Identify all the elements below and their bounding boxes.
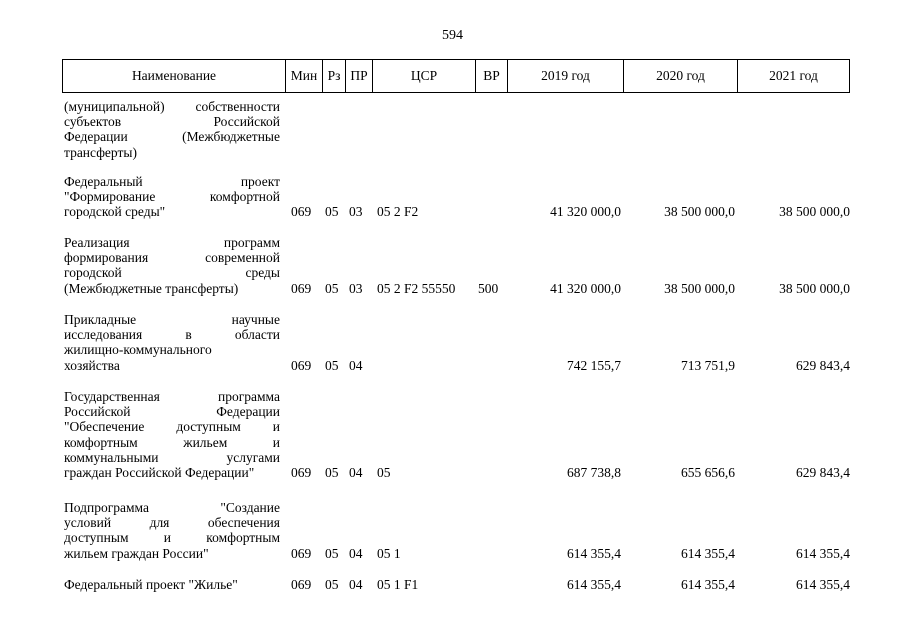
row-name-line: исследования в области xyxy=(64,327,280,343)
cell-2021: 629 843,4 xyxy=(796,357,850,373)
row-name-line: жилищно-коммунального xyxy=(64,342,212,358)
cell-2021: 38 500 000,0 xyxy=(779,204,850,220)
cell-2020: 38 500 000,0 xyxy=(664,280,735,296)
row-name-line: Подпрограмма "Создание xyxy=(64,500,280,515)
cell-csr: 05 1 xyxy=(377,545,401,561)
cell-min: 069 xyxy=(291,577,312,592)
cell-rz: 05 xyxy=(325,357,339,373)
cell-rz: 05 xyxy=(325,545,339,561)
row-name-line: Российской Федерации xyxy=(64,404,280,420)
row-name-line: "Формирование комфортной xyxy=(64,189,280,205)
cell-2020: 614 355,4 xyxy=(681,545,735,561)
row-name xyxy=(64,174,280,220)
header-pr: ПР xyxy=(346,60,373,92)
row-name-line: "Обеспечение доступным и xyxy=(64,419,280,435)
row-name-line: формирования современной xyxy=(64,250,280,266)
cell-min: 069 xyxy=(291,545,312,561)
row-name xyxy=(64,99,280,160)
header-min: Мин xyxy=(286,60,323,92)
row-name-line: трансферты) xyxy=(64,144,137,160)
row-name-line: (Межбюджетные трансферты) xyxy=(64,280,239,296)
row-name-line: городской среды xyxy=(64,265,280,281)
cell-pr: 03 xyxy=(349,280,363,296)
cell-pr: 04 xyxy=(349,545,363,561)
row-name-line: городской среды" xyxy=(64,204,166,220)
cell-min: 069 xyxy=(291,465,312,480)
cell-pr: 03 xyxy=(349,204,363,220)
cell-2019: 41 320 000,0 xyxy=(550,204,621,220)
cell-csr: 05 2 F2 55550 xyxy=(377,280,456,296)
row-name-line: (муниципальной) собственности xyxy=(64,99,280,114)
cell-min: 069 xyxy=(291,357,312,373)
cell-2019: 41 320 000,0 xyxy=(550,280,621,296)
cell-rz: 05 xyxy=(325,465,339,480)
row-name-line: Прикладные научные xyxy=(64,312,280,327)
header-2020: 2020 год xyxy=(624,60,738,92)
cell-2021: 629 843,4 xyxy=(796,465,850,480)
row-name-line: коммунальными услугами xyxy=(64,449,280,465)
cell-csr: 05 1 F1 xyxy=(377,577,419,592)
cell-pr: 04 xyxy=(349,577,363,592)
cell-2019: 742 155,7 xyxy=(567,357,621,373)
row-name-line: Государственная программа xyxy=(64,389,280,404)
row-name-line: Реализация программ xyxy=(64,235,280,250)
row-name-line: доступным и комфортным xyxy=(64,530,280,546)
cell-2020: 614 355,4 xyxy=(681,577,735,592)
header-rz: Рз xyxy=(323,60,346,92)
row-name-line: Федеральный проект xyxy=(64,174,280,189)
row-name-line: хозяйства xyxy=(64,357,120,373)
cell-pr: 04 xyxy=(349,465,363,480)
row-name xyxy=(64,312,280,373)
cell-2021: 614 355,4 xyxy=(796,545,850,561)
row-name-line: Федеральный проект "Жилье" xyxy=(64,577,238,592)
cell-2021: 614 355,4 xyxy=(796,577,850,592)
header-vr: ВР xyxy=(476,60,508,92)
row-name-line: комфортным жильем и xyxy=(64,434,280,450)
row-name-line: субъектов Российской xyxy=(64,114,280,130)
row-name-line: жильем граждан России" xyxy=(64,545,209,561)
row-name xyxy=(64,389,280,480)
row-name xyxy=(64,577,280,592)
cell-csr: 05 2 F2 xyxy=(377,204,419,220)
header-csr: ЦСР xyxy=(373,60,476,92)
row-name-line: граждан Российской Федерации" xyxy=(64,465,255,481)
cell-2019: 614 355,4 xyxy=(567,577,621,592)
header-2021: 2021 год xyxy=(769,68,818,83)
header-name: Наименование xyxy=(63,60,286,92)
row-name xyxy=(64,235,280,296)
row-name-line: Федерации (Межбюджетные xyxy=(64,129,280,145)
cell-2021: 38 500 000,0 xyxy=(779,280,850,296)
cell-vr: 500 xyxy=(478,280,499,296)
table-header xyxy=(62,59,850,93)
cell-min: 069 xyxy=(291,280,312,296)
cell-2020: 655 656,6 xyxy=(681,465,735,480)
cell-rz: 05 xyxy=(325,204,339,220)
cell-pr: 04 xyxy=(349,357,363,373)
cell-2019: 614 355,4 xyxy=(567,545,621,561)
cell-csr: 05 xyxy=(377,465,391,480)
row-name-line: условий для обеспечения xyxy=(64,515,280,531)
cell-rz: 05 xyxy=(325,280,339,296)
page-number: 594 xyxy=(442,28,463,43)
row-name xyxy=(64,500,280,561)
cell-2020: 713 751,9 xyxy=(681,357,735,373)
cell-2020: 38 500 000,0 xyxy=(664,204,735,220)
cell-min: 069 xyxy=(291,204,312,220)
cell-rz: 05 xyxy=(325,577,339,592)
cell-2019: 687 738,8 xyxy=(567,465,621,480)
header-2019: 2019 год xyxy=(508,60,624,92)
